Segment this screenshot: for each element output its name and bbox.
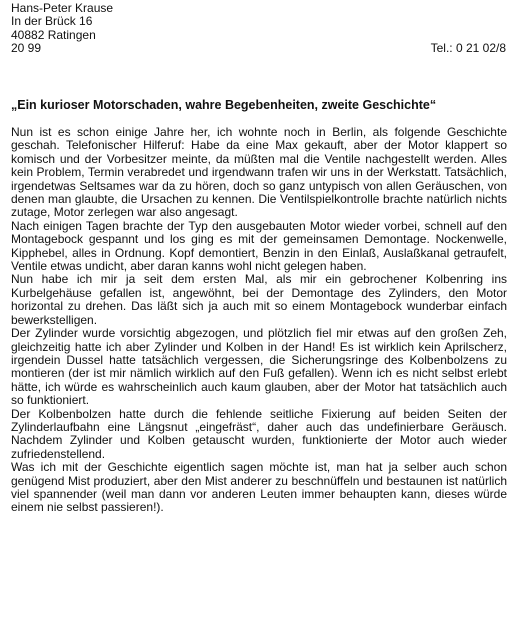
sender-address bbox=[11, 2, 507, 68]
story-title: „Ein kurioser Motorschaden, wahre Begebenheiten, zweite Geschichte“ bbox=[11, 98, 437, 112]
paragraph: Der Kolbenbolzen hatte durch die fehlende seitliche Fixierung auf beiden Seiten der Zylinderlaufbahn eine Längsnut „eingefräst“, daher auch das undefinierbare Geräusch. Nachdem Zylinder und Kolben getauscht wurden, funktionierte der Motor auch wieder zufriedenstellend. bbox=[11, 406, 507, 461]
letter-page bbox=[11, 2, 507, 515]
sender-street: In der Brück 16 bbox=[11, 14, 93, 29]
paragraph: Was ich mit der Geschichte eigentlich sagen möchte ist, man hat ja selber auch schon genügend Mist produziert, aber den Mist anderer zu beschnüffeln und bestaunen ist natürlich viel spannender (weil man dann vor anderen Leuten immer behaupten kann, dieses würde einem nie selbst passieren!). bbox=[11, 460, 507, 515]
sender-code: 20 99 bbox=[11, 41, 42, 56]
paragraph: Nach einigen Tagen brachte der Typ den ausgebauten Motor wieder vorbei, schnell auf den Montagebock gespannt und los ging es mit der gemeinsamen Demontage. Nockenwelle, Kipphebel, alles in Ordnung. Kopf demontiert, Benzin in den Einlaß, Auslaßkanal getraufelt, Ventile etwas undicht, aber daran kanns wohl nicht gelegen haben. bbox=[11, 218, 507, 274]
sender-telephone: Tel.: 0 21 02/8 bbox=[430, 41, 506, 55]
paragraph: Nun ist es schon einige Jahre her, ich wohnte noch in Berlin, als folgende Geschichte geschah. Telefonischer Hilferuf: Habe da eine Max gekauft, aber der Motor klappert so komisch und der Vorbesitzer meinte, da müßten mal die Ventile nachgestellt werden. Alles kein Problem, Termin verabredet und irgendwann trafen wir uns in der Werkstatt. Tatsächlich, irgendetwas Seltsames war da zu hören, doch so ganz untypisch von allen Geräuschen, von denen man glaubte, die Ursachen zu kennen. Die Ventilspielkontrolle brachte natürlich nichts zutage, Motor zerlegen war also angesagt. bbox=[11, 125, 507, 220]
sender-city: 40882 Ratingen bbox=[11, 27, 96, 42]
paragraph: Der Zylinder wurde vorsichtig abgezogen, und plötzlich fiel mir etwas auf den großen Zeh, gleichzeitig hatte ich aber Zylinder und Kolben in der Hand! Es ist wirklich kein Aprilscherz, irgendein Dussel hatte tatsächlich vergessen, die Sicherungsringe des Kolbenbolzens zu montieren (der ist mir nämlich wirklich auf den Fuß gefallen). Wenn ich es nicht selbst erlebt hätte, ich würde es wahrscheinlich auch kaum glauben, aber der Motor hat tatsächlich auch so funktioniert. bbox=[11, 326, 507, 408]
story-body bbox=[11, 126, 507, 515]
paragraph: Nun habe ich mir ja seit dem ersten Mal, als mir ein gebrochener Kolbenring ins Kurbelgehäuse gefallen ist, angewöhnt, bei der Demontage des Zylinders, den Motor horizontal zu drehen. Das läßt sich ja auch mit so einem Montagebock wunderbar einfach bewerkstelligen. bbox=[11, 272, 507, 327]
sender-name: Hans-Peter Krause bbox=[11, 1, 114, 15]
